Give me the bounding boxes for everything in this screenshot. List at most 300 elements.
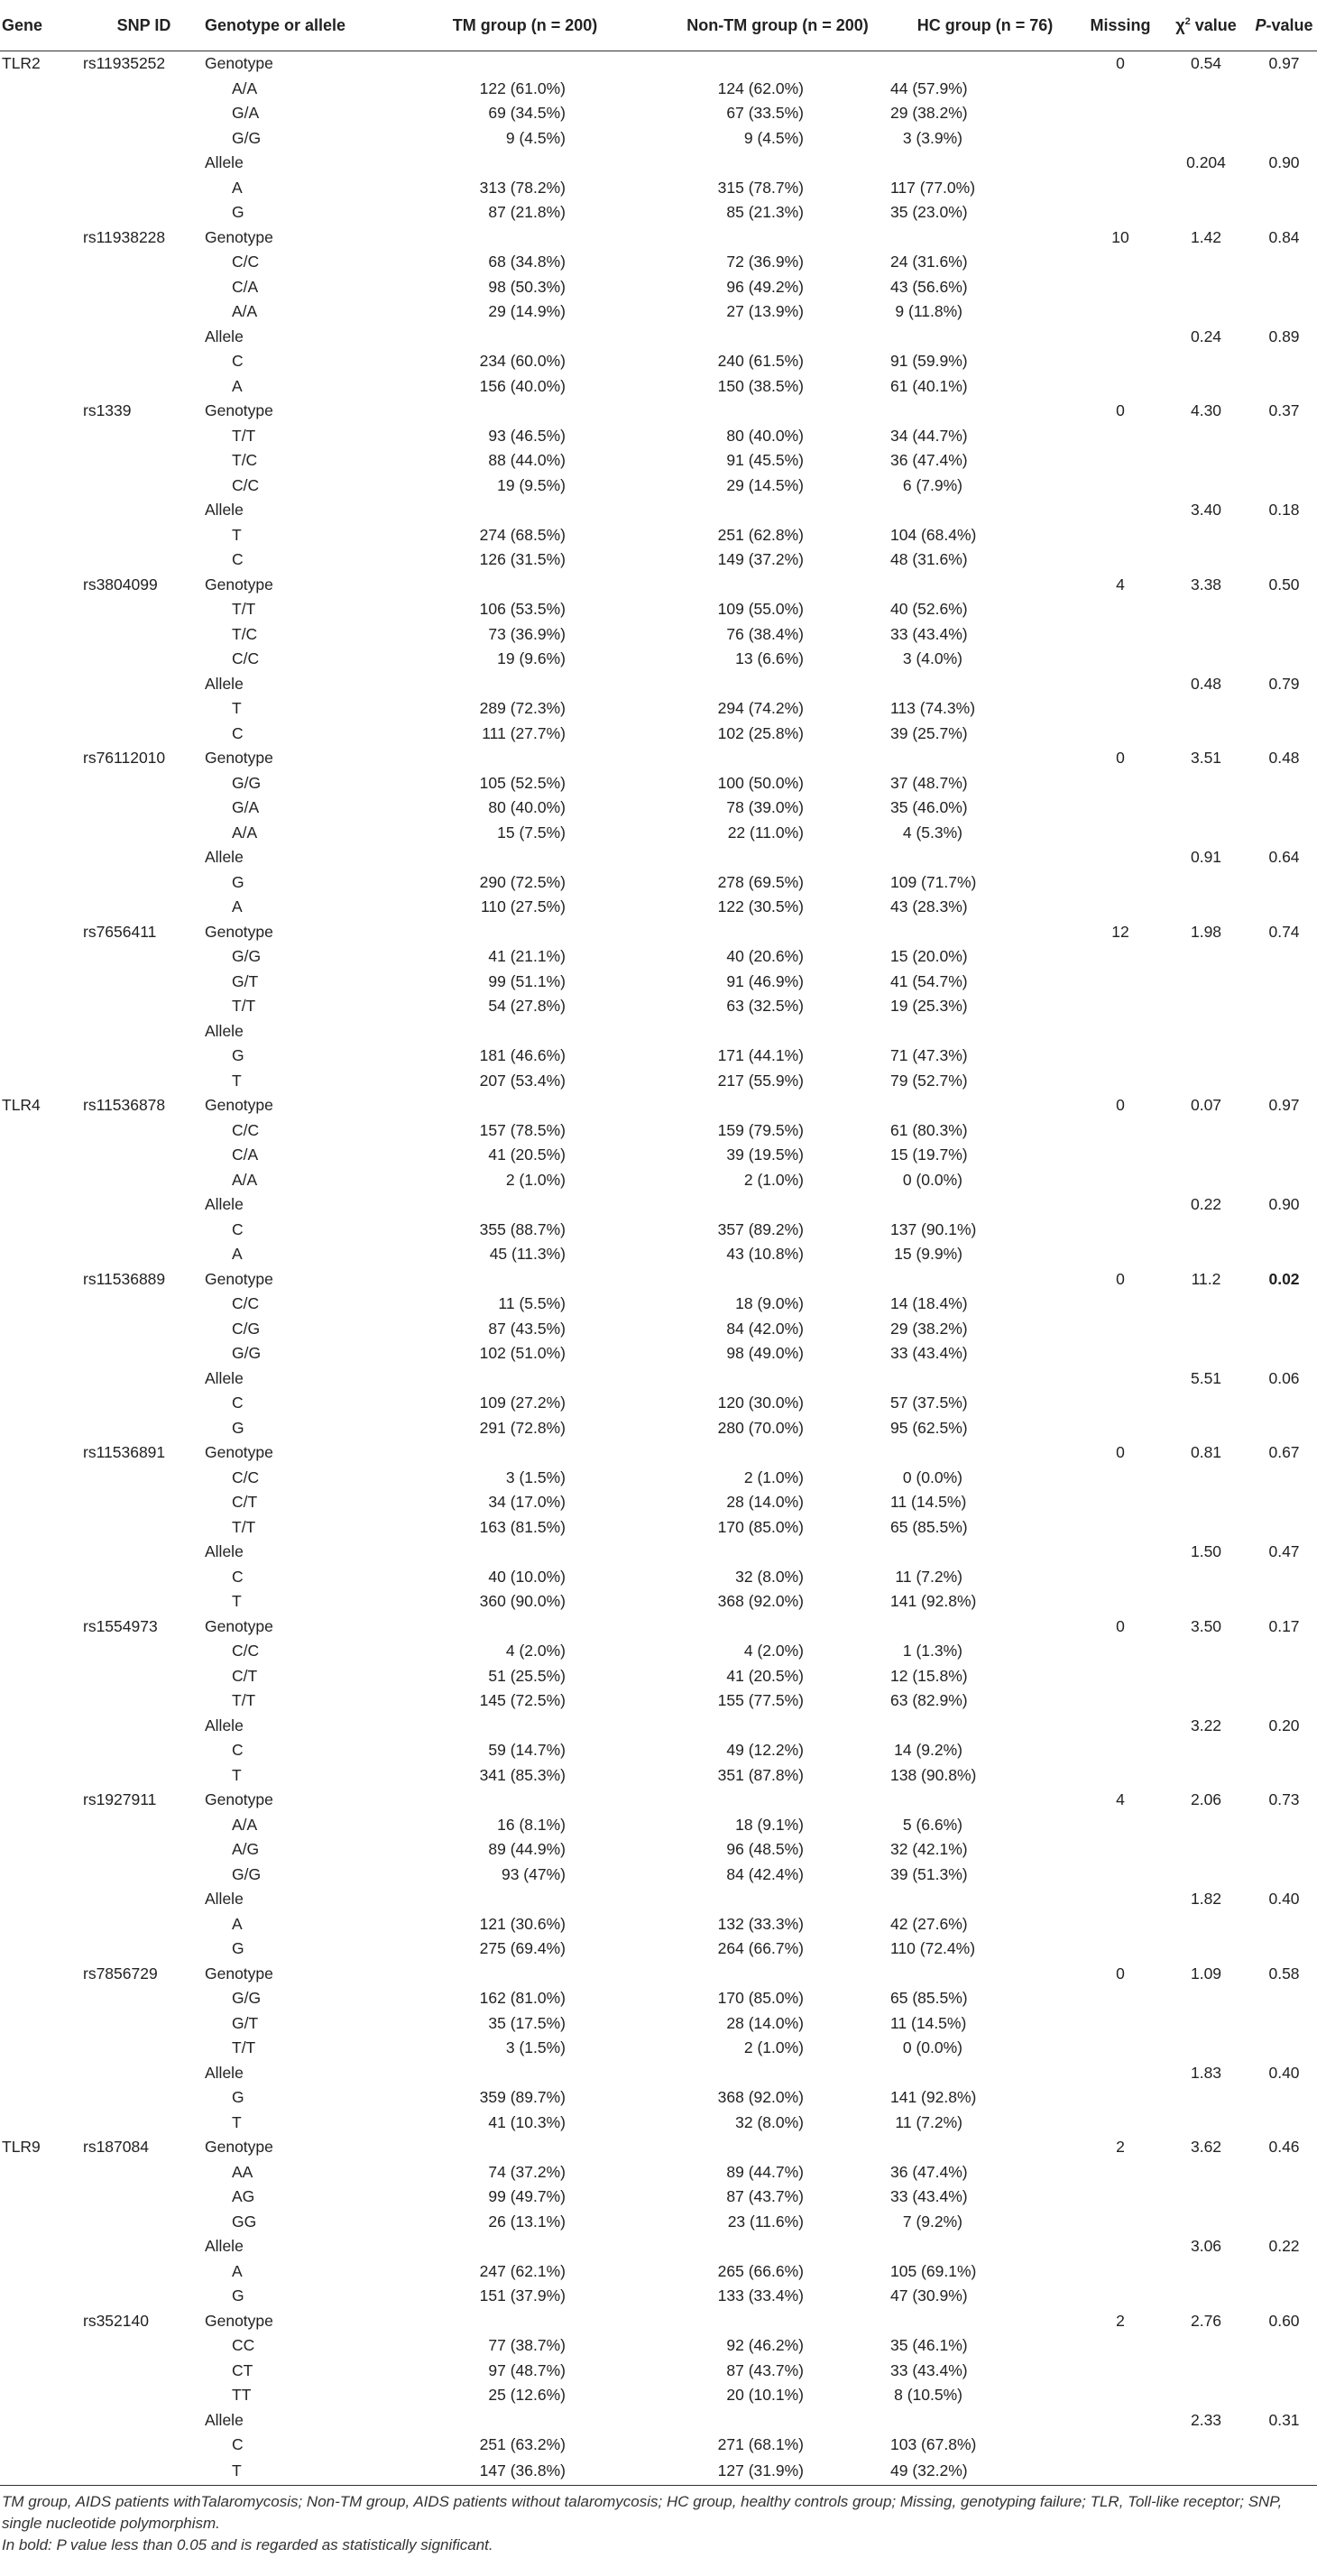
table-row xyxy=(0,1044,1317,1069)
chi-square-cell xyxy=(1161,970,1251,995)
tm-group-cell xyxy=(385,399,665,424)
missing-cell: 0 xyxy=(1116,1443,1125,1461)
genotype-cell xyxy=(205,1763,385,1789)
tm-group-cell xyxy=(385,920,665,945)
genotype-cell: Allele xyxy=(205,674,244,693)
header-genotype-or-allele: Genotype or allele xyxy=(205,0,385,51)
p-value-cell: 0.60 xyxy=(1268,2311,1300,2330)
table-row xyxy=(0,1837,1317,1863)
p-value-cell xyxy=(1251,1986,1317,2011)
chi-square-cell: 1.09 xyxy=(1190,1964,1222,1983)
chi-square-cell xyxy=(1161,523,1251,548)
hc-group-cell: 91 (59.9%) xyxy=(890,352,968,370)
non-tm-group-cell xyxy=(665,672,890,697)
snp-id-cell xyxy=(83,2210,205,2235)
genotype-cell xyxy=(205,1490,385,1515)
genotype-cell xyxy=(205,200,385,225)
gene-cell xyxy=(0,1565,83,1590)
genotype-value: A xyxy=(232,376,243,395)
footnote-abbreviations: TM group, AIDS patients withTalaromycosis; Non-TM group, AIDS patients without talaromycosis; HC group, healthy controls group; Missing, genotyping failure; TLR, Toll-like receptor; SNP, single nucleotide polymorphism. xyxy=(2,2493,1283,2532)
hc-group-cell: 110 (72.4%) xyxy=(890,1939,976,1957)
chi-square-cell xyxy=(1161,2458,1251,2486)
gene-cell xyxy=(0,1341,83,1366)
genotype-cell: Genotype xyxy=(205,401,273,419)
gene-cell xyxy=(0,1391,83,1416)
gene-cell xyxy=(0,424,83,449)
chi-square-cell xyxy=(1161,2160,1251,2185)
gene-cell xyxy=(0,1788,83,1813)
missing-cell xyxy=(1080,1218,1161,1243)
table-row xyxy=(0,1763,1317,1789)
hc-group-cell: 33 (43.4%) xyxy=(890,2187,968,2205)
snp-id-cell xyxy=(83,1044,205,1069)
snp-id-cell xyxy=(83,2383,205,2408)
tm-group-cell: 289 (72.3%) xyxy=(479,699,566,717)
genotype-value: C xyxy=(232,2435,244,2453)
non-tm-group-cell: 357 (89.2%) xyxy=(717,1219,804,1238)
genotype-cell xyxy=(205,1118,385,1144)
p-value-cell xyxy=(1251,696,1317,722)
genotype-cell xyxy=(205,1837,385,1863)
missing-cell: 0 xyxy=(1116,54,1125,72)
missing-cell xyxy=(1080,2160,1161,2185)
snp-id-cell xyxy=(83,2284,205,2309)
chi-square-cell: 3.51 xyxy=(1190,749,1222,767)
missing-cell: 0 xyxy=(1116,1964,1125,1983)
non-tm-group-cell: 63 (32.5%) xyxy=(726,997,804,1015)
genotype-cell xyxy=(205,970,385,995)
genotype-cell xyxy=(205,101,385,126)
chi-square-cell: 0.24 xyxy=(1190,327,1222,345)
genotype-cell xyxy=(205,1565,385,1590)
genotype-cell: Allele xyxy=(205,1368,244,1387)
non-tm-group-cell xyxy=(665,1714,890,1739)
genotype-value: A/A xyxy=(232,823,258,842)
hc-group-cell: 15 (9.9%) xyxy=(894,1245,962,1263)
non-tm-group-cell: 32 (8.0%) xyxy=(735,1567,804,1586)
genotype-cell xyxy=(205,1986,385,2011)
genotype-value: G/G xyxy=(232,1344,262,1362)
non-tm-group-cell xyxy=(665,1615,890,1640)
gene-cell xyxy=(0,151,83,176)
missing-cell xyxy=(1080,424,1161,449)
genotype-cell xyxy=(205,77,385,102)
gene-cell xyxy=(0,821,83,846)
genotype-cell xyxy=(205,895,385,920)
gene-cell xyxy=(0,895,83,920)
p-value-cell xyxy=(1251,424,1317,449)
tm-group-cell xyxy=(385,1267,665,1293)
tm-group-cell xyxy=(385,672,665,697)
gene-cell xyxy=(0,2408,83,2433)
table-row xyxy=(0,1615,1317,1640)
tm-group-cell: 162 (81.0%) xyxy=(479,1989,566,2007)
header-p-value xyxy=(1251,0,1317,51)
snp-id-cell xyxy=(83,325,205,350)
table-row xyxy=(0,151,1317,176)
non-tm-group-cell: 92 (46.2%) xyxy=(726,2336,804,2354)
snp-id-cell xyxy=(83,424,205,449)
missing-cell xyxy=(1080,2011,1161,2037)
tm-group-cell: 122 (61.0%) xyxy=(479,78,566,97)
table-row xyxy=(0,1292,1317,1317)
tm-group-cell: 3 (1.5%) xyxy=(505,2038,566,2056)
tm-group-cell: 80 (40.0%) xyxy=(488,798,566,816)
tm-group-cell: 102 (51.0%) xyxy=(479,1344,566,1362)
table-row xyxy=(0,2433,1317,2458)
gene-cell xyxy=(0,796,83,821)
p-value-cell xyxy=(1251,895,1317,920)
footnote-bold-note: In bold: P value less than 0.05 and is regarded as statistically significant. xyxy=(2,2536,493,2553)
missing-cell xyxy=(1080,200,1161,225)
hc-group-cell: 117 (77.0%) xyxy=(890,178,976,197)
chi-symbol: χ xyxy=(1175,15,1185,34)
tm-group-cell: 274 (68.5%) xyxy=(479,525,566,544)
chi-square-cell: 2.76 xyxy=(1190,2311,1222,2330)
table-row xyxy=(0,672,1317,697)
table-row xyxy=(0,2011,1317,2037)
tm-group-cell: 41 (10.3%) xyxy=(488,2112,566,2131)
tm-group-cell: 41 (21.1%) xyxy=(488,947,566,965)
genotype-cell: Allele xyxy=(205,1542,244,1560)
genotype-cell xyxy=(205,424,385,449)
genotype-cell: Allele xyxy=(205,1195,244,1213)
genotype-cell xyxy=(205,1218,385,1243)
genotype-cell xyxy=(205,1292,385,1317)
missing-cell xyxy=(1080,1986,1161,2011)
gene-cell xyxy=(0,1912,83,1937)
gene-cell xyxy=(0,1589,83,1615)
genotype-value: A xyxy=(232,178,243,197)
chi-square-cell xyxy=(1161,2210,1251,2235)
non-tm-group-cell: 368 (92.0%) xyxy=(717,1592,804,1610)
chi-square-cell xyxy=(1161,1218,1251,1243)
missing-cell xyxy=(1080,1192,1161,1218)
snp-id-cell xyxy=(83,1416,205,1441)
gene-cell xyxy=(0,722,83,747)
missing-cell xyxy=(1080,523,1161,548)
genotype-value: C/C xyxy=(232,649,260,667)
genotype-cell: Genotype xyxy=(205,227,273,246)
chi-square-cell xyxy=(1161,1639,1251,1664)
genotype-cell xyxy=(205,1738,385,1763)
hc-group-cell: 33 (43.4%) xyxy=(890,2360,968,2379)
snp-id-cell xyxy=(83,672,205,697)
missing-cell: 0 xyxy=(1116,1616,1125,1635)
hc-group-cell: 47 (30.9%) xyxy=(890,2286,968,2305)
table-row xyxy=(0,498,1317,523)
table-row xyxy=(0,573,1317,598)
p-value-cell xyxy=(1251,275,1317,300)
gene-cell xyxy=(0,523,83,548)
genotype-value: A xyxy=(232,897,243,915)
genotype-value: C/G xyxy=(232,1319,261,1338)
genotype-cell: Genotype xyxy=(205,575,273,593)
genotype-cell: Allele xyxy=(205,2063,244,2082)
hc-group-cell: 5 (6.6%) xyxy=(902,1815,962,1834)
snp-id-cell xyxy=(83,2458,205,2486)
p-value-cell xyxy=(1251,1813,1317,1838)
chi-square-cell: 2.06 xyxy=(1190,1790,1222,1808)
gene-cell xyxy=(0,1218,83,1243)
missing-cell xyxy=(1080,250,1161,275)
gene-cell xyxy=(0,2061,83,2086)
table-row xyxy=(0,920,1317,945)
gene-cell xyxy=(0,2433,83,2458)
hc-group-cell: 39 (51.3%) xyxy=(890,1864,968,1883)
genotype-value: C xyxy=(232,1741,244,1759)
chi-square-cell xyxy=(1161,374,1251,400)
gene-cell xyxy=(0,547,83,573)
snp-id-cell xyxy=(83,722,205,747)
genotype-cell xyxy=(205,1639,385,1664)
tm-group-cell: 291 (72.8%) xyxy=(479,1418,566,1437)
snp-id-cell xyxy=(83,275,205,300)
p-value-cell: 0.18 xyxy=(1268,501,1300,519)
hc-group-cell xyxy=(890,1267,1080,1293)
chi-square-cell xyxy=(1161,1837,1251,1863)
non-tm-group-cell: 87 (43.7%) xyxy=(726,2187,804,2205)
missing-cell xyxy=(1080,672,1161,697)
tm-group-cell: 145 (72.5%) xyxy=(479,1691,566,1709)
non-tm-group-cell: 264 (66.7%) xyxy=(717,1939,804,1957)
chi-square-cell xyxy=(1161,1416,1251,1441)
chi-square-cell xyxy=(1161,275,1251,300)
snp-id-cell xyxy=(83,1714,205,1739)
p-value-cell xyxy=(1251,1688,1317,1714)
hc-group-cell: 36 (47.4%) xyxy=(890,451,968,469)
hc-group-cell: 35 (46.1%) xyxy=(890,2336,968,2354)
genotype-value: G/G xyxy=(232,1864,262,1883)
p-value-cell xyxy=(1251,2185,1317,2210)
hc-group-cell: 40 (52.6%) xyxy=(890,600,968,618)
chi-square-cell: 1.83 xyxy=(1190,2063,1222,2082)
non-tm-group-cell: 294 (74.2%) xyxy=(717,699,804,717)
non-tm-group-cell: 240 (61.5%) xyxy=(717,352,804,370)
non-tm-group-cell: 29 (14.5%) xyxy=(726,475,804,494)
hc-group-cell: 105 (69.1%) xyxy=(890,2261,977,2280)
chi-square-cell xyxy=(1161,176,1251,201)
tm-group-cell xyxy=(385,498,665,523)
snp-id-cell xyxy=(83,1490,205,1515)
genotype-value: T xyxy=(232,699,242,717)
missing-cell xyxy=(1080,176,1161,201)
non-tm-group-cell: 132 (33.3%) xyxy=(717,1914,804,1933)
chi-square-cell xyxy=(1161,2359,1251,2384)
genotype-value: A xyxy=(232,1914,243,1933)
chi-square-cell xyxy=(1161,1863,1251,1888)
hc-group-cell xyxy=(890,1192,1080,1218)
non-tm-group-cell: 18 (9.1%) xyxy=(735,1815,804,1834)
genotype-value: G/A xyxy=(232,798,260,816)
snp-id-cell xyxy=(83,2433,205,2458)
p-value-cell xyxy=(1251,299,1317,325)
snp-id-cell xyxy=(83,126,205,152)
genotype-cell xyxy=(205,622,385,648)
tm-group-cell: 15 (7.5%) xyxy=(497,823,566,842)
genotype-cell xyxy=(205,2259,385,2285)
p-value-cell xyxy=(1251,101,1317,126)
non-tm-group-cell: 28 (14.0%) xyxy=(726,2013,804,2032)
genotype-cell: Allele xyxy=(205,2410,244,2429)
missing-cell xyxy=(1080,1813,1161,1838)
hc-group-cell: 43 (56.6%) xyxy=(890,277,968,296)
p-value-cell: 0.97 xyxy=(1268,1096,1300,1114)
tm-group-cell: 19 (9.5%) xyxy=(497,475,566,494)
gene-cell xyxy=(0,101,83,126)
table-row xyxy=(0,1639,1317,1664)
p-value-cell xyxy=(1251,1763,1317,1789)
genotype-cell xyxy=(205,176,385,201)
chi-square-cell: 1.42 xyxy=(1190,227,1222,246)
genotype-cell xyxy=(205,547,385,573)
genotype-cell xyxy=(205,2284,385,2309)
genotype-cell xyxy=(205,2333,385,2359)
non-tm-group-cell: 159 (79.5%) xyxy=(717,1120,804,1139)
non-tm-group-cell xyxy=(665,845,890,870)
p-value-cell xyxy=(1251,2383,1317,2408)
chi-square-cell xyxy=(1161,2333,1251,2359)
missing-cell xyxy=(1080,1490,1161,1515)
snp-id-cell xyxy=(83,1639,205,1664)
p-value-cell: 0.84 xyxy=(1268,227,1300,246)
snp-id-cell xyxy=(83,2359,205,2384)
missing-cell: 10 xyxy=(1111,227,1129,246)
genotype-value: AA xyxy=(232,2162,253,2181)
hc-group-cell xyxy=(890,573,1080,598)
gene-cell xyxy=(0,1738,83,1763)
tm-group-cell xyxy=(385,1366,665,1392)
genotype-value: A/A xyxy=(232,78,258,97)
gene-cell xyxy=(0,1069,83,1094)
p-value-cell xyxy=(1251,349,1317,374)
hc-group-cell xyxy=(890,151,1080,176)
hc-group-cell xyxy=(890,2061,1080,2086)
table-row xyxy=(0,746,1317,771)
chi-square-cell xyxy=(1161,2433,1251,2458)
genotype-cell: Genotype xyxy=(205,1964,273,1983)
snp-id-cell: rs76112010 xyxy=(83,749,166,767)
genotype-cell xyxy=(205,523,385,548)
non-tm-group-cell: 27 (13.9%) xyxy=(726,302,804,320)
chi-square-cell xyxy=(1161,299,1251,325)
tm-group-cell: 2 (1.0%) xyxy=(505,1170,566,1189)
genotype-value: C/C xyxy=(232,1120,260,1139)
missing-cell xyxy=(1080,647,1161,672)
chi-square-cell xyxy=(1161,1664,1251,1689)
genotype-value: T/T xyxy=(232,426,256,445)
genotype-cell xyxy=(205,250,385,275)
missing-cell xyxy=(1080,1168,1161,1193)
non-tm-group-cell: 23 (11.6%) xyxy=(727,2212,804,2231)
hc-group-cell: 61 (40.1%) xyxy=(890,376,968,395)
gene-cell xyxy=(0,1714,83,1739)
header-row xyxy=(0,0,1317,51)
gene-cell xyxy=(0,2234,83,2259)
chi-square-cell: 0.204 xyxy=(1186,153,1226,171)
non-tm-group-cell: 96 (48.5%) xyxy=(726,1840,804,1858)
chi-square-cell xyxy=(1161,1069,1251,1094)
header-missing: Missing xyxy=(1080,0,1161,51)
missing-cell xyxy=(1080,1317,1161,1342)
missing-cell xyxy=(1080,1837,1161,1863)
gene-cell xyxy=(0,1466,83,1491)
genotype-value: C/A xyxy=(232,1145,259,1164)
non-tm-group-cell xyxy=(665,325,890,350)
p-label: -value xyxy=(1266,15,1313,34)
snp-id-cell xyxy=(83,970,205,995)
hc-group-cell xyxy=(890,1788,1080,1813)
non-tm-group-cell xyxy=(665,2061,890,2086)
tm-group-cell xyxy=(385,1615,665,1640)
gene-cell: TLR9 xyxy=(2,2138,41,2156)
gene-cell xyxy=(0,1887,83,1912)
genotype-cell xyxy=(205,870,385,896)
genotype-value: G xyxy=(232,1418,244,1437)
missing-cell xyxy=(1080,771,1161,796)
hc-group-cell xyxy=(890,225,1080,251)
chi-square-cell xyxy=(1161,2185,1251,2210)
missing-cell xyxy=(1080,1069,1161,1094)
genotype-cell: Allele xyxy=(205,501,244,519)
table-row xyxy=(0,1416,1317,1441)
chi-square-cell xyxy=(1161,1143,1251,1168)
chi-square-cell xyxy=(1161,126,1251,152)
non-tm-group-cell xyxy=(665,1019,890,1044)
tm-group-cell: 151 (37.9%) xyxy=(479,2286,566,2305)
p-value-cell xyxy=(1251,474,1317,499)
tm-group-cell xyxy=(385,2135,665,2160)
snp-id-cell xyxy=(83,622,205,648)
chi-square-cell: 1.82 xyxy=(1190,1890,1222,1908)
missing-cell xyxy=(1080,2259,1161,2285)
p-value-cell xyxy=(1251,722,1317,747)
p-value-cell: 0.17 xyxy=(1268,1616,1300,1635)
p-value-cell: 0.47 xyxy=(1268,1542,1300,1560)
chi-square-cell xyxy=(1161,349,1251,374)
missing-cell xyxy=(1080,2111,1161,2136)
snp-id-cell xyxy=(83,2085,205,2111)
hc-group-cell: 29 (38.2%) xyxy=(890,1319,968,1338)
non-tm-group-cell xyxy=(665,746,890,771)
non-tm-group-cell: 9 (4.5%) xyxy=(743,128,804,147)
gene-cell xyxy=(0,2036,83,2061)
hc-group-cell xyxy=(890,2408,1080,2433)
snp-id-cell: rs3804099 xyxy=(83,575,158,593)
table-row xyxy=(0,597,1317,622)
hc-group-cell xyxy=(890,1440,1080,1466)
tm-group-cell: 105 (52.5%) xyxy=(479,773,566,792)
chi-square-cell xyxy=(1161,448,1251,474)
missing-cell xyxy=(1080,622,1161,648)
snp-id-cell: rs11536891 xyxy=(83,1443,166,1461)
missing-cell: 4 xyxy=(1116,575,1125,593)
tm-group-cell: 98 (50.3%) xyxy=(488,277,566,296)
p-value-cell xyxy=(1251,1341,1317,1366)
missing-cell: 2 xyxy=(1116,2311,1125,2330)
p-value-cell xyxy=(1251,1738,1317,1763)
table-row xyxy=(0,225,1317,251)
snp-id-cell xyxy=(83,250,205,275)
snp-id-cell xyxy=(83,2259,205,2285)
non-tm-group-cell: 155 (77.5%) xyxy=(717,1691,804,1709)
snp-id-cell xyxy=(83,1069,205,1094)
chi-square-cell: 1.98 xyxy=(1190,922,1222,941)
chi-square-cell xyxy=(1161,1688,1251,1714)
chi-square-cell: 3.62 xyxy=(1190,2138,1222,2156)
gene-cell xyxy=(0,672,83,697)
tm-group-cell xyxy=(385,2408,665,2433)
